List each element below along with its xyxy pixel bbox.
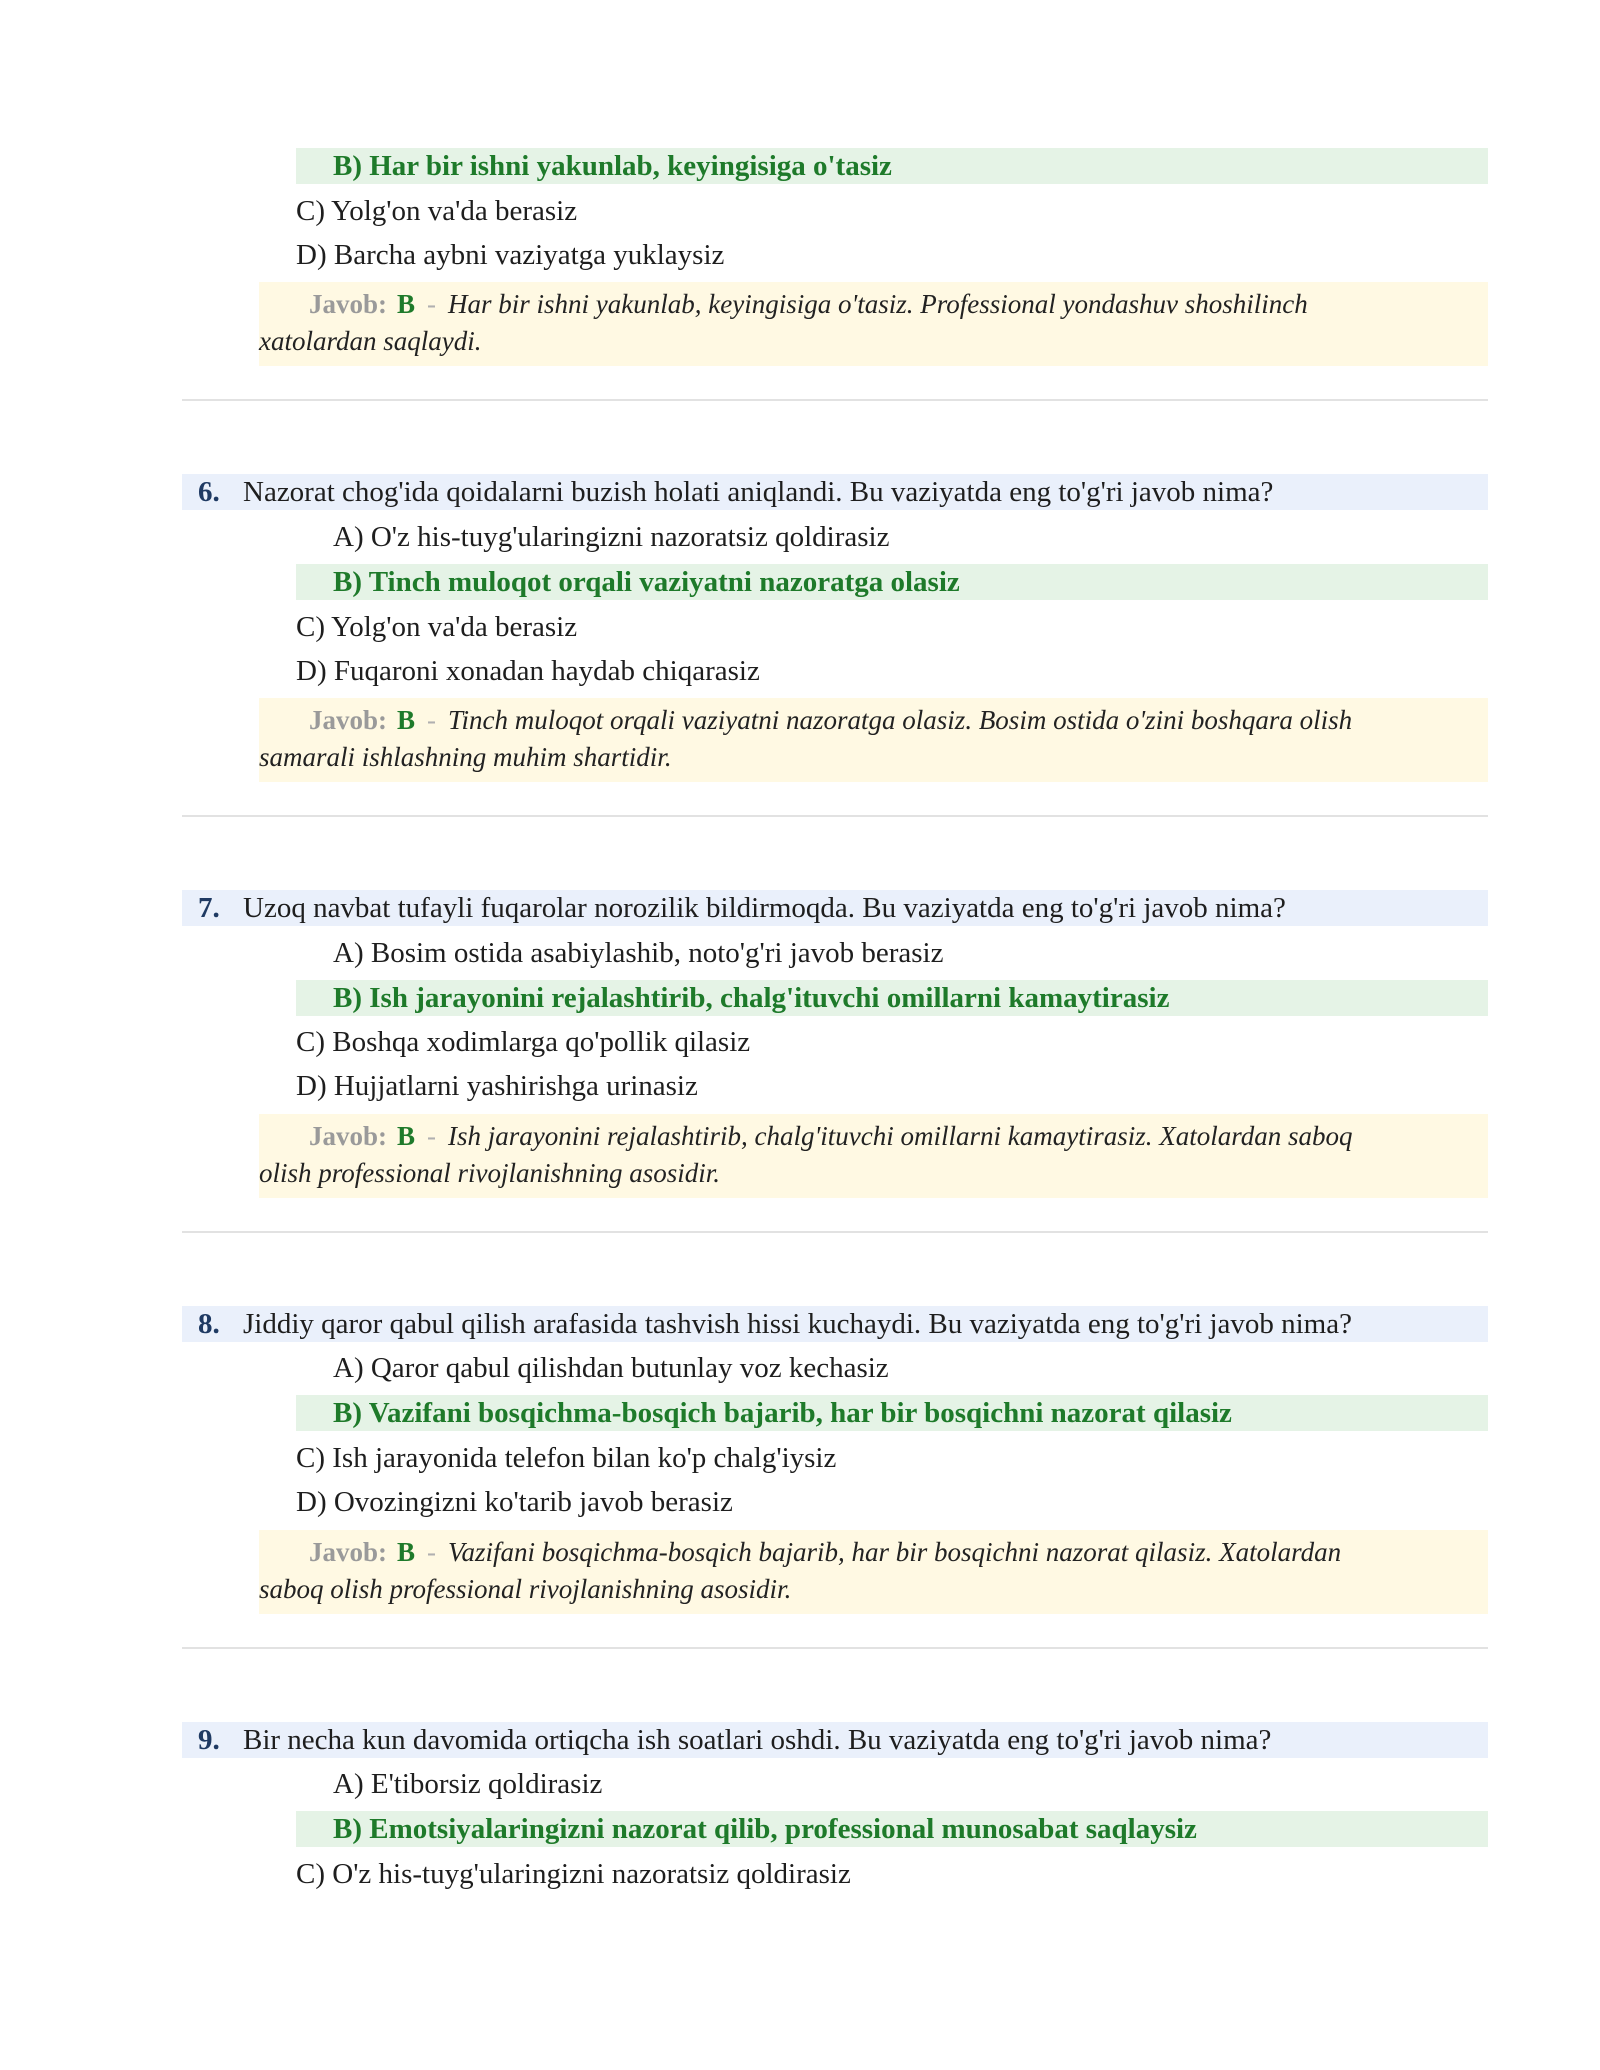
question-text: Jiddiy qaror qabul qilish arafasida tashvish hissi kuchaydi. Bu vaziyatda eng to'g'ri javob nima? [243, 1308, 1352, 1340]
question-7 [182, 890, 1488, 926]
answer-box [259, 282, 1488, 366]
correct-option-text: B) Emotsiyalaringizni nazorat qilib, professional munosabat saqlaysiz [333, 1813, 1197, 1845]
question-9 [182, 1722, 1488, 1758]
answer-box [259, 698, 1488, 782]
question-text: Bir necha kun davomida ortiqcha ish soatlari oshdi. Bu vaziyatda eng to'g'ri javob nima? [243, 1724, 1272, 1756]
answer-box [259, 1114, 1488, 1198]
answer-explanation: Ish jarayonini rejalashtirib, chalg'ituvchi omillarni kamaytirasiz. Xatolardan saboq [448, 1121, 1353, 1151]
option-c: C) Boshqa xodimlarga qo'pollik qilasiz [296, 1026, 751, 1058]
answer-explanation-continued: saboq olish professional rivojlanishning asosidir. [259, 1574, 792, 1604]
option-a: A) Bosim ostida asabiylashib, noto'g'ri javob berasiz [333, 937, 944, 969]
answer-explanation: Vazifani bosqichma-bosqich bajarib, har bir bosqichni nazorat qilasiz. Xatolardan [448, 1537, 1342, 1567]
correct-option-text: B) Har bir ishni yakunlab, keyingisiga o'tasiz [333, 150, 892, 182]
correct-option-text: B) Tinch muloqot orqali vaziyatni nazoratga olasiz [333, 566, 960, 598]
answer-explanation: Har bir ishni yakunlab, keyingisiga o'tasiz. Professional yondashuv shoshilinch [448, 289, 1308, 319]
correct-option [296, 148, 1488, 184]
question-number: 9. [198, 1724, 220, 1756]
option-a: A) E'tiborsiz qoldirasiz [333, 1768, 603, 1800]
question-8 [182, 1306, 1488, 1342]
option-c: C) Yolg'on va'da berasiz [296, 195, 578, 227]
option-d: D) Ovozingizni ko'tarib javob berasiz [296, 1486, 733, 1518]
answer-explanation: Tinch muloqot orqali vaziyatni nazoratga olasiz. Bosim ostida o'zini boshqara olish [448, 705, 1353, 735]
divider [182, 399, 1488, 401]
divider [182, 1231, 1488, 1233]
question-6 [182, 474, 1488, 510]
option-c: C) O'z his-tuyg'ularingizni nazoratsiz qoldirasiz [296, 1858, 851, 1890]
answer-box [259, 1530, 1488, 1614]
correct-option-text: B) Vazifani bosqichma-bosqich bajarib, har bir bosqichni nazorat qilasiz [333, 1397, 1232, 1429]
answer-dash: - [427, 289, 437, 319]
question-number: 8. [198, 1308, 220, 1340]
divider [182, 815, 1488, 817]
option-d: D) Barcha aybni vaziyatga yuklaysiz [296, 239, 725, 271]
question-number: 6. [198, 476, 220, 508]
answer-dash: - [427, 705, 437, 735]
answer-explanation-continued: samarali ishlashning muhim shartidir. [259, 742, 672, 772]
answer-letter: B [397, 1537, 416, 1567]
answer-letter: B [397, 289, 416, 319]
option-a: A) Qaror qabul qilishdan butunlay voz kechasiz [333, 1352, 889, 1384]
answer-letter: B [397, 705, 416, 735]
option-d: D) Hujjatlarni yashirishga urinasiz [296, 1070, 698, 1102]
answer-letter: B [397, 1121, 416, 1151]
answer-label: Javob: [309, 1537, 388, 1567]
answer-label: Javob: [309, 705, 388, 735]
correct-option [296, 1811, 1488, 1847]
option-d: D) Fuqaroni xonadan haydab chiqarasiz [296, 655, 760, 687]
option-a: A) O'z his-tuyg'ularingizni nazoratsiz qoldirasiz [333, 521, 890, 553]
answer-dash: - [427, 1537, 437, 1567]
answer-explanation-continued: olish professional rivojlanishning asosidir. [259, 1158, 721, 1188]
divider [182, 1647, 1488, 1649]
correct-option [296, 1395, 1488, 1431]
answer-explanation-continued: xatolardan saqlaydi. [259, 326, 482, 356]
question-number: 7. [198, 892, 220, 924]
question-text: Uzoq navbat tufayli fuqarolar norozilik bildirmoqda. Bu vaziyatda eng to'g'ri javob nima? [243, 892, 1286, 924]
option-c: C) Yolg'on va'da berasiz [296, 611, 578, 643]
answer-label: Javob: [309, 289, 388, 319]
question-text: Nazorat chog'ida qoidalarni buzish holati aniqlandi. Bu vaziyatda eng to'g'ri javob nima? [243, 476, 1274, 508]
correct-option [296, 980, 1488, 1016]
correct-option-text: B) Ish jarayonini rejalashtirib, chalg'ituvchi omillarni kamaytirasiz [333, 982, 1170, 1014]
answer-label: Javob: [309, 1121, 388, 1151]
option-c: C) Ish jarayonida telefon bilan ko'p chalg'iysiz [296, 1442, 837, 1474]
correct-option [296, 564, 1488, 600]
answer-dash: - [427, 1121, 437, 1151]
